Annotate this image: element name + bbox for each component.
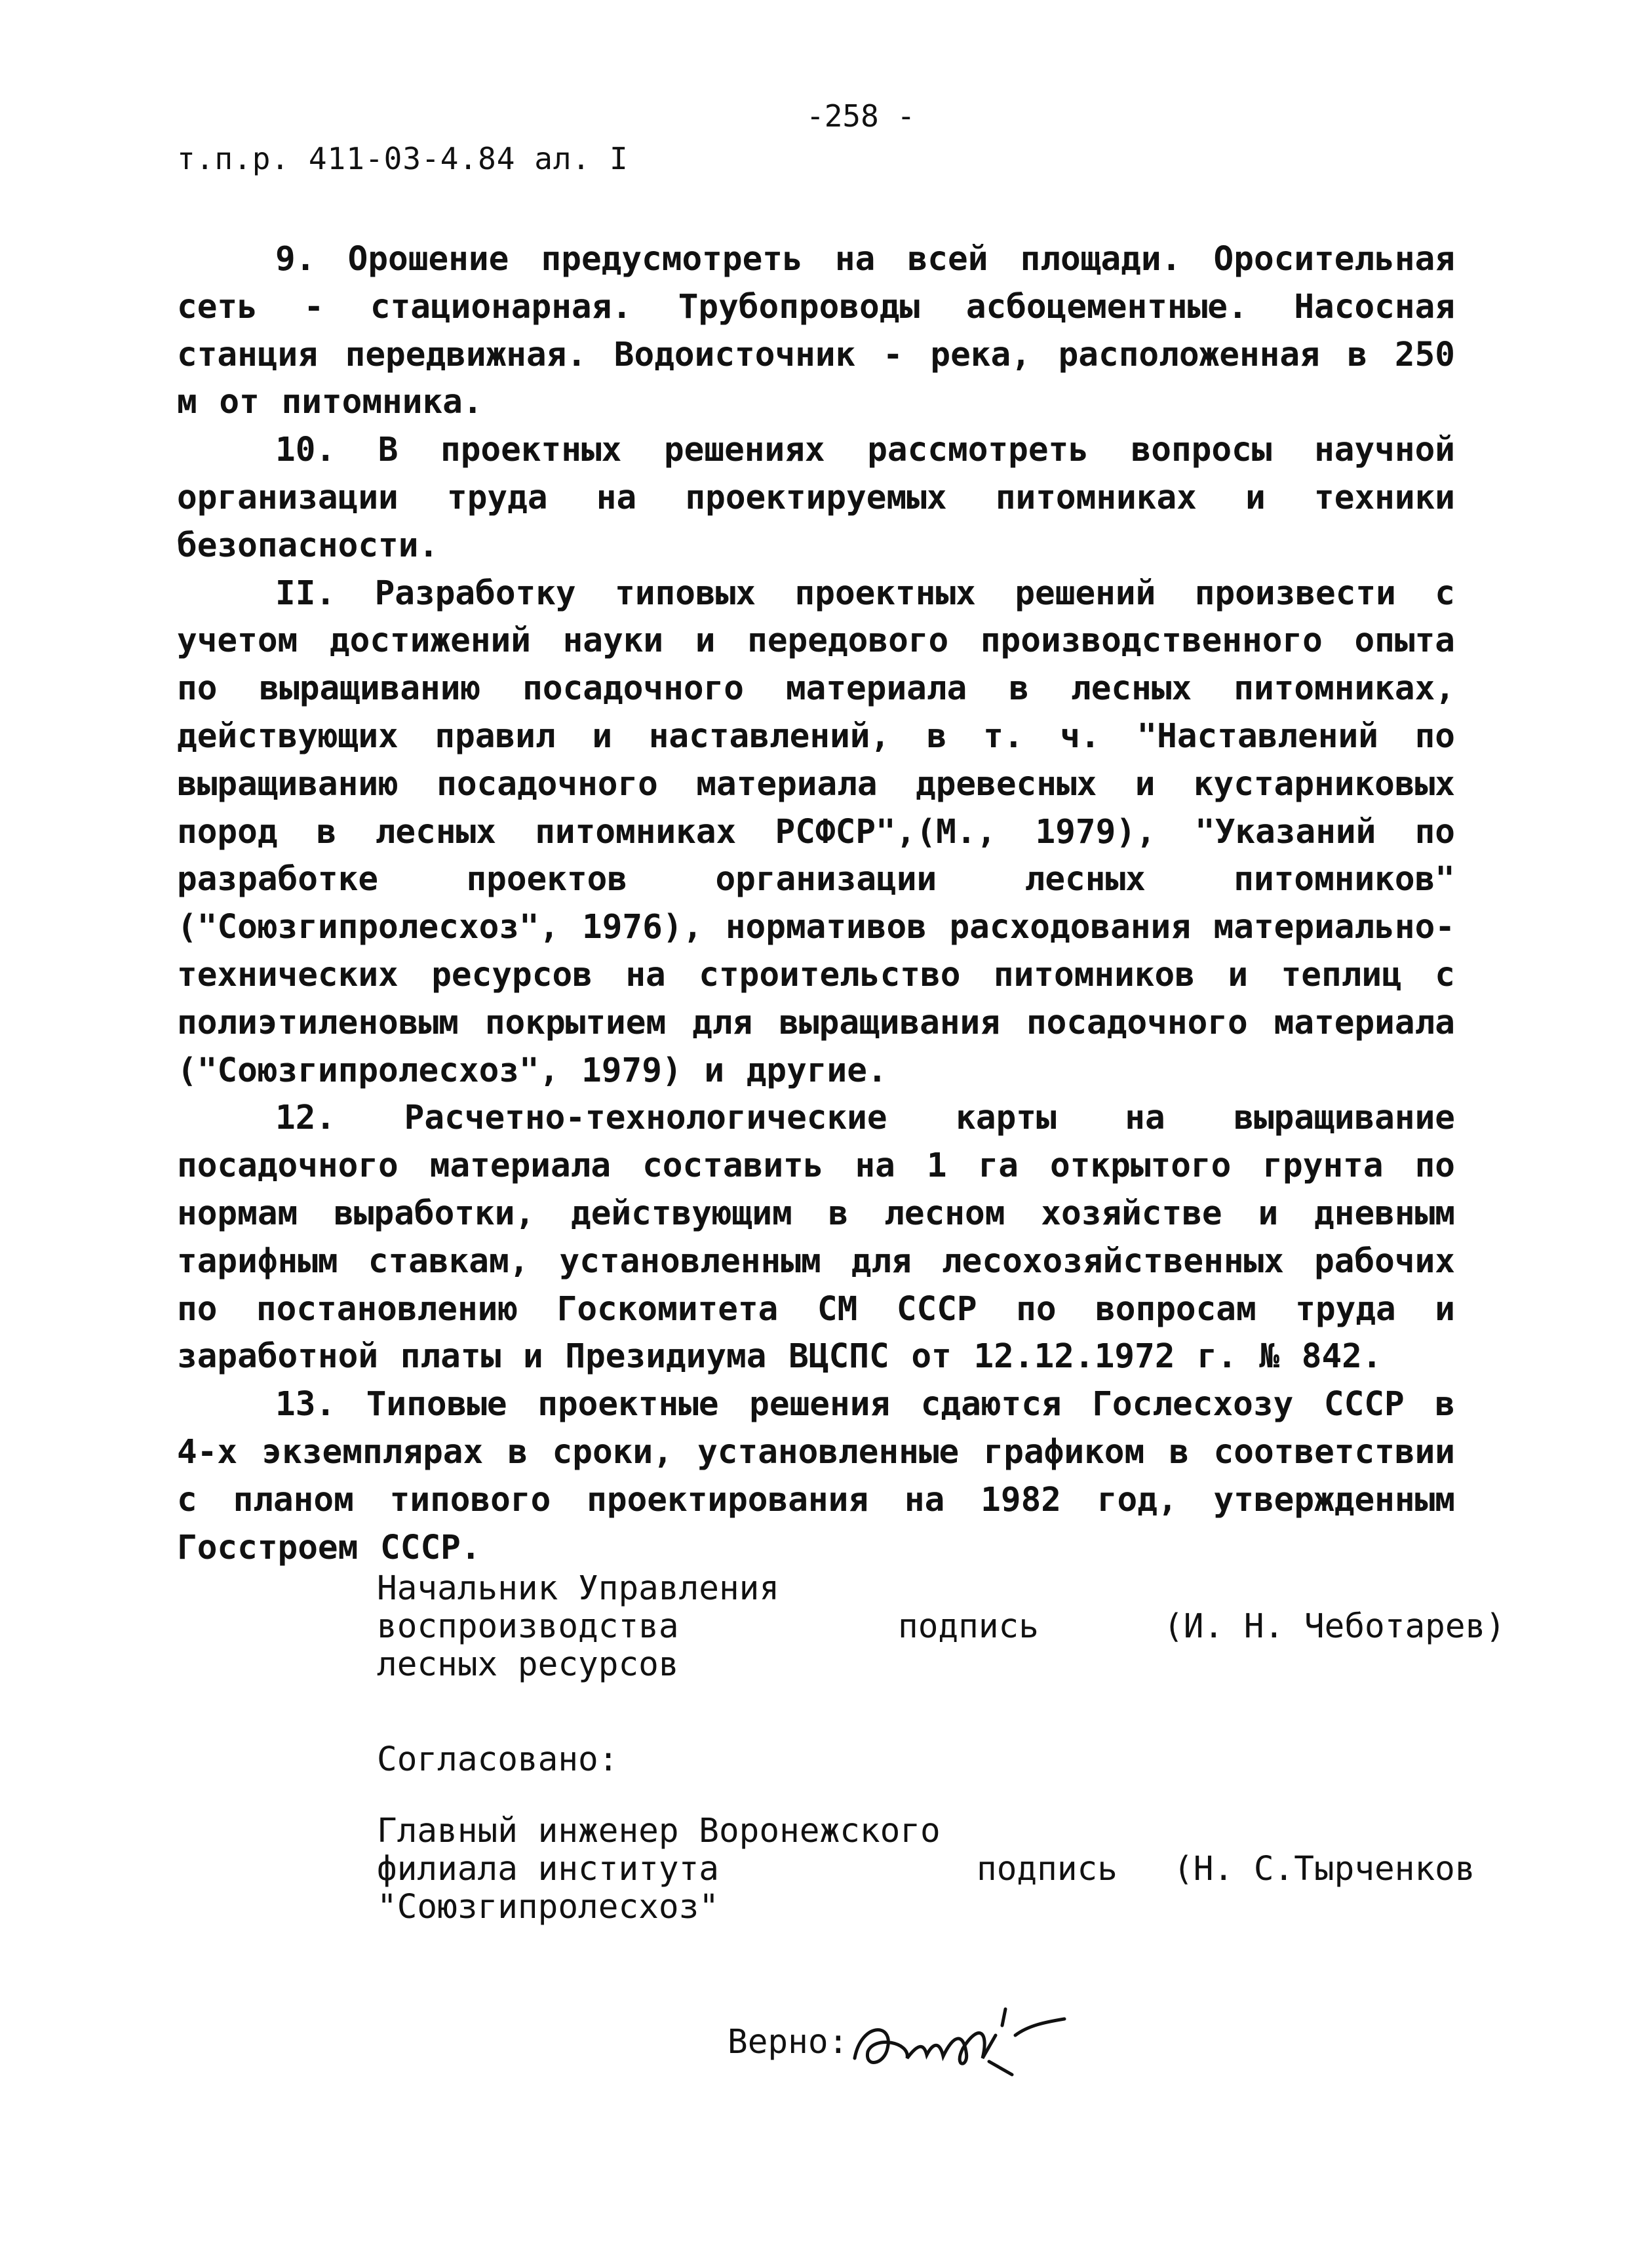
- document-body: [177, 236, 1455, 1572]
- verification-label: Верно:: [728, 2022, 849, 2062]
- document-reference: т.п.р. 411-03-4.84 ал. I: [177, 141, 629, 176]
- paragraph-9: 9. Орошение предусмотреть на всей площади. Оросительная сеть - стационарная. Трубопроводы асбоцементные. Насосная станция передвижная. Водоисточник - река, расположенная в 250 м от питомника.: [177, 240, 1455, 422]
- handwritten-signature-icon: [848, 1996, 1071, 2088]
- signatory-name: (И. Н. Чеботарев): [1163, 1607, 1506, 1646]
- signature-block-engineer: [377, 1812, 941, 1926]
- signatory-position: Начальник Управления воспроизводства лесных ресурсов: [377, 1569, 780, 1684]
- signature-block-head: [377, 1570, 779, 1684]
- paragraph-12: 12. Расчетно-технологические карты на выращивание посадочного материала составить на 1 га открытого грунта по нормам выработки, действующим в лесном хозяйстве и дневным тарифным ставкам, установленным для лесохозяйственных рабочих по постановлению Госкомитета СМ СССР по вопросам труда и заработной платы и Президиума ВЦСПС от 12.12.1972 г. № 842.: [177, 1099, 1455, 1377]
- verification: [728, 1996, 1071, 2088]
- paragraph-10: 10. В проектных решениях рассмотреть вопросы научной организации труда на проектируемых питомниках и техники безопасности.: [177, 431, 1455, 565]
- signature-placeholder: подпись: [977, 1850, 1118, 1888]
- signatory-position: Главный инженер Воронежского филиала института "Союзгипролесхоз": [377, 1812, 941, 1926]
- agreed-label: Согласовано:: [377, 1740, 619, 1779]
- page-number: [806, 98, 915, 134]
- signatory-name: (Н. С.Тырченков: [1173, 1850, 1475, 1888]
- paragraph-13: 13. Типовые проектные решения сдаются Гослесхозу СССР в 4-х экземплярах в сроки, установленные графиком в соответствии с планом типового проектирования на 1982 год, утвержденным Госстроем СССР.: [177, 1385, 1455, 1567]
- paragraph-11: II. Разработку типовых проектных решений произвести с учетом достижений науки и передового производственного опыта по выращиванию посадочного материала в лесных питомниках, действующих правил и наставлений, в т. ч. "Наставлений по выращиванию посадочного материала древесных и кустарниковых пород в лесных питомниках РСФСР",(М., 1979), "Указаний по разработке проектов организации лесных питомников" ("Союзгипролесхоз", 1976), нормативов расходования материально-технических ресурсов на строительство питомников и теплиц с полиэтиленовым покрытием для выращивания посадочного материала ("Союзгипролесхоз", 1979) и другие.: [177, 574, 1455, 1090]
- signature-placeholder: подпись: [898, 1607, 1039, 1646]
- page-number-text: -258 -: [806, 98, 916, 134]
